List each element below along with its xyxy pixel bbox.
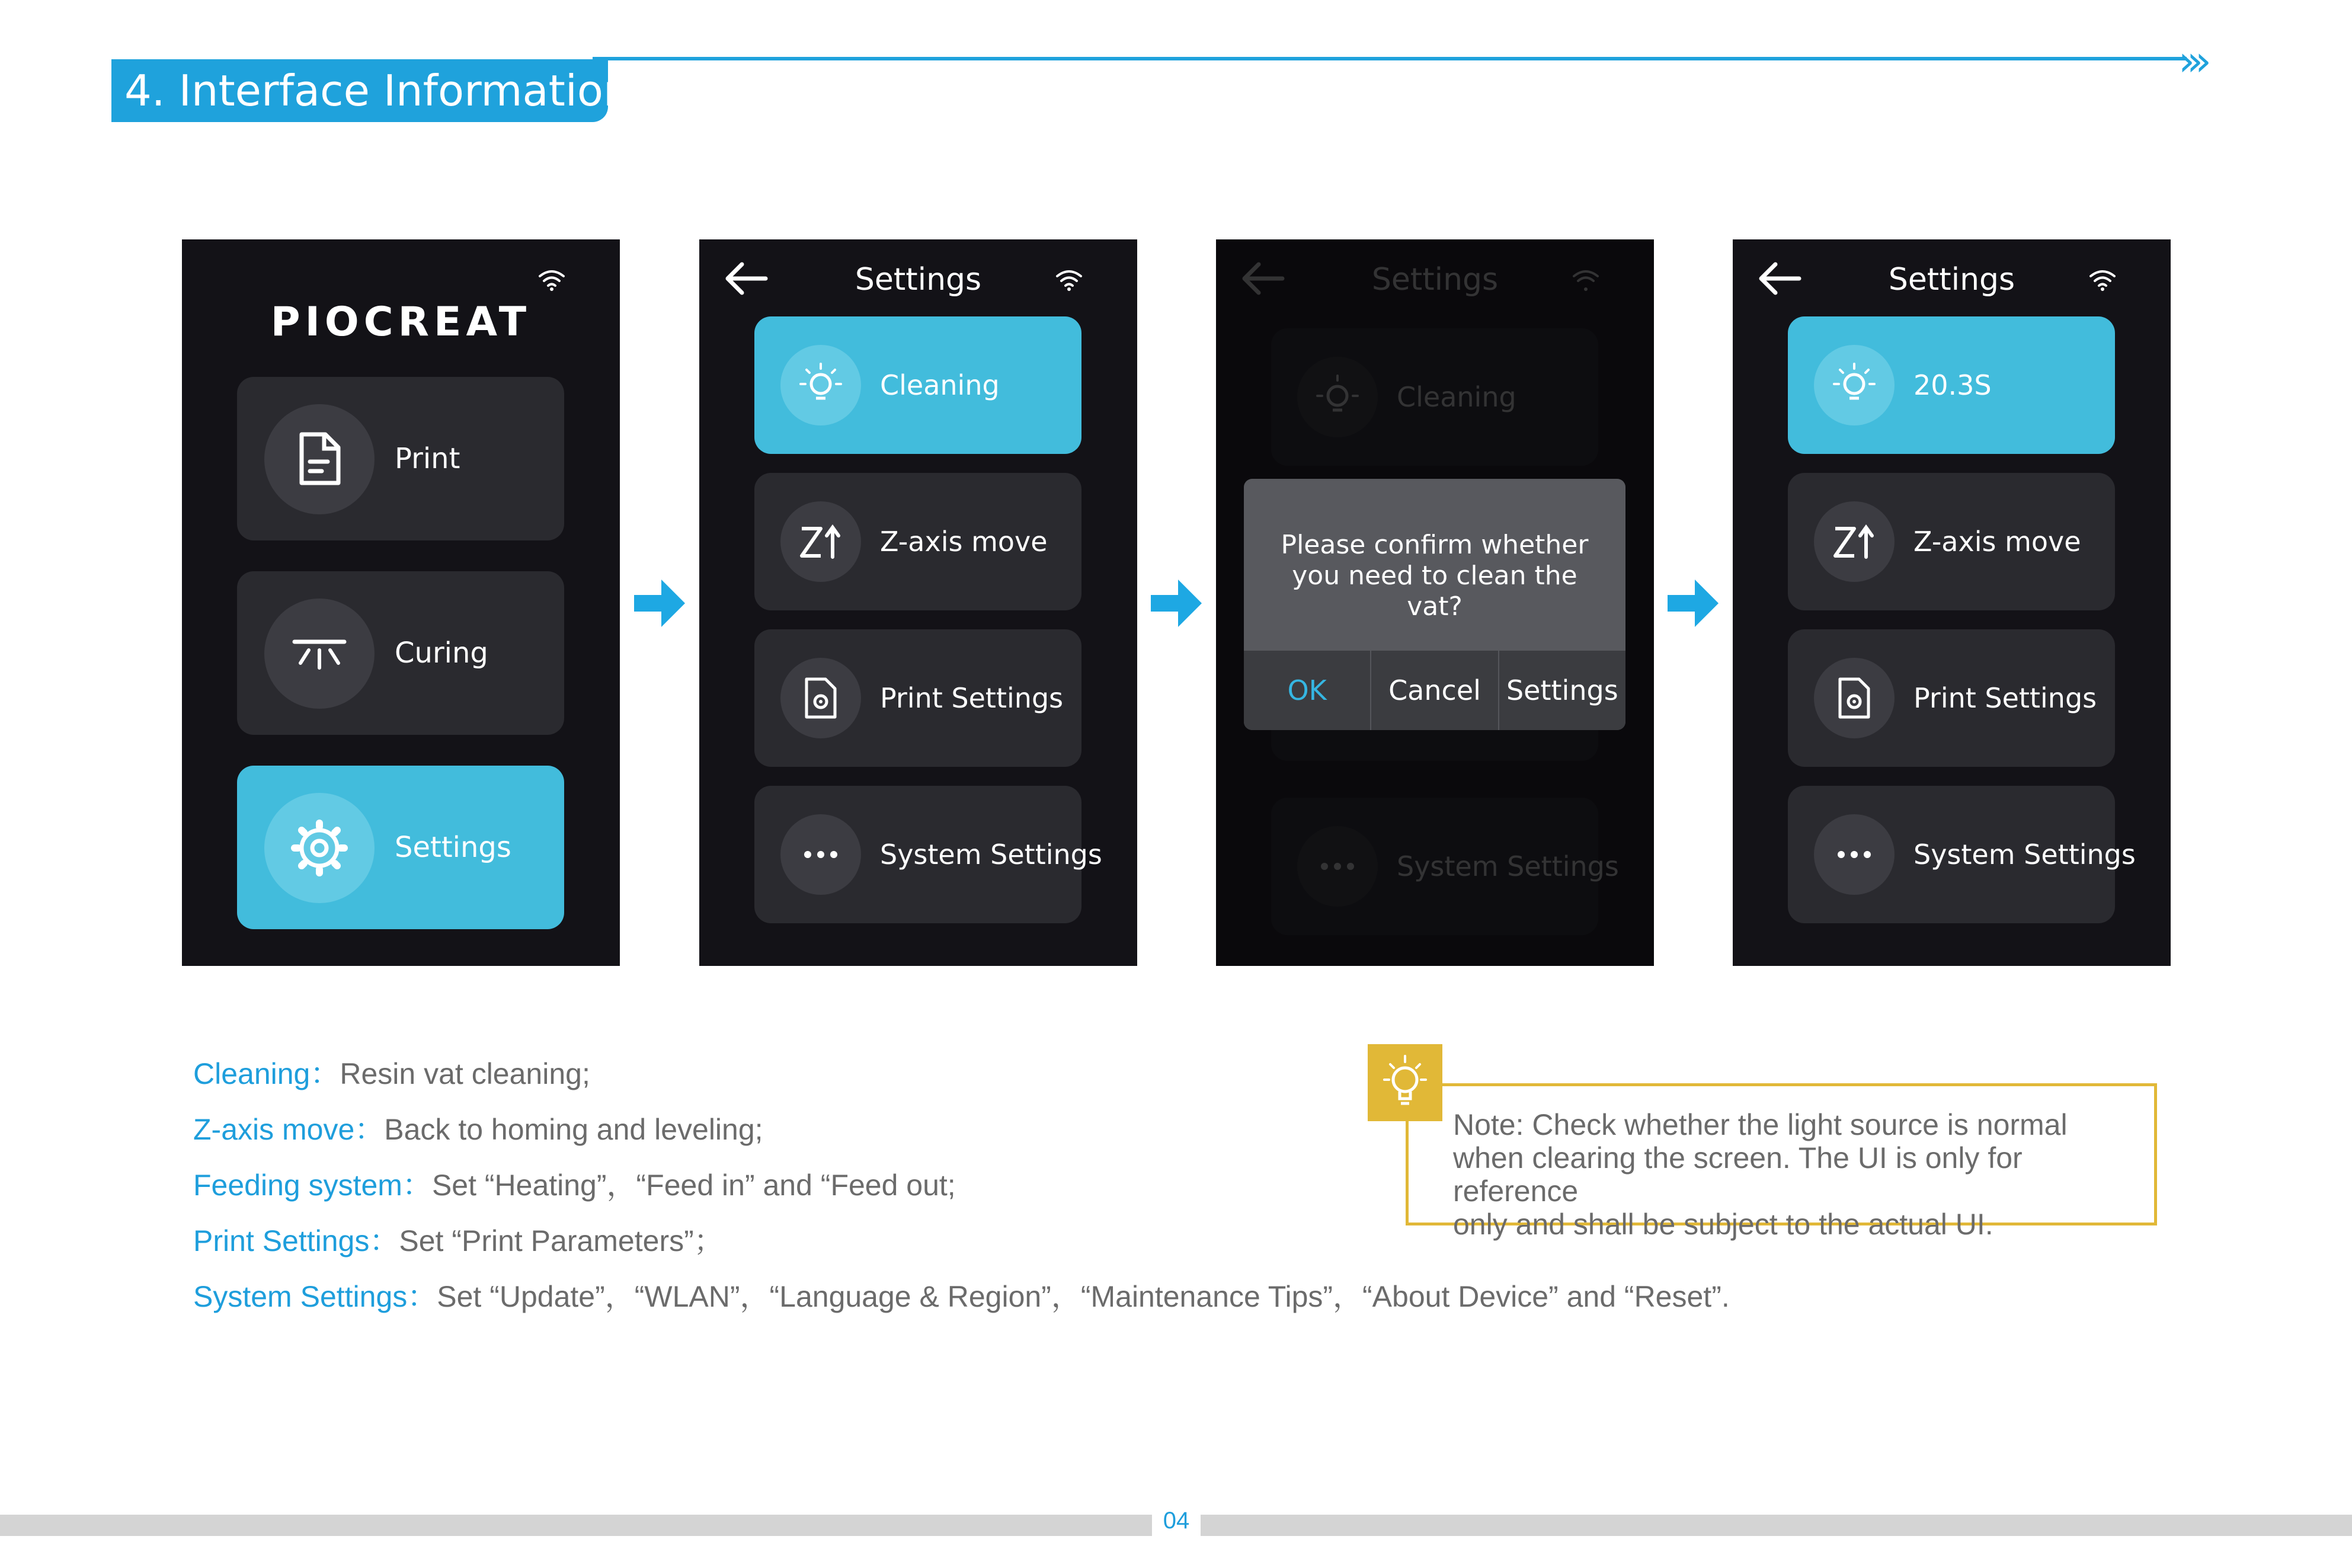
curing-lamp-icon — [264, 599, 375, 709]
desc-text: Set “Print Parameters”； — [399, 1224, 724, 1257]
bulb-icon — [780, 345, 861, 425]
print-settings-icon — [1814, 658, 1895, 738]
cleaning-timer-item[interactable] — [1788, 316, 2115, 454]
z-axis-icon — [1814, 501, 1895, 582]
dialog-buttons — [1244, 651, 1625, 730]
settings-button[interactable]: Settings — [1498, 651, 1625, 730]
note-line: when clearing the screen. The UI is only for reference — [1453, 1141, 2023, 1208]
settings-item-print-settings[interactable] — [1788, 629, 2115, 767]
desc-text: Set “Update”，“WLAN”，“Language & Region”，“Maintenance Tips”，“About Device” and “Reset”. — [437, 1280, 1730, 1313]
gear-icon — [264, 793, 375, 903]
screen-title: Settings — [1888, 262, 2015, 297]
desc-feeding — [193, 1161, 956, 1204]
desc-key: Cleaning： — [193, 1057, 340, 1090]
menu-item-label: Curing — [395, 636, 488, 670]
piocreat-logo: PIOCREAT — [270, 299, 532, 345]
menu-item-settings[interactable] — [237, 766, 564, 929]
settings-item-label: Z-axis move — [1913, 526, 2081, 558]
wifi-icon — [537, 268, 567, 292]
page-number: 04 — [1163, 1508, 1190, 1534]
settings-item-system-settings[interactable] — [754, 786, 1102, 923]
footer-bar-left — [0, 1515, 1152, 1536]
settings-item-label: Z-axis move — [880, 526, 1048, 558]
bulb-icon — [1814, 345, 1895, 425]
menu-item-label: Print — [395, 442, 460, 475]
settings-item-z-axis[interactable] — [1788, 473, 2115, 610]
cancel-button[interactable]: Cancel — [1370, 651, 1497, 730]
more-icon — [1814, 814, 1895, 895]
note-badge — [1368, 1044, 1442, 1121]
screen-title: Settings — [855, 262, 982, 297]
settings-item-z-axis[interactable] — [754, 473, 1081, 610]
menu-item-curing[interactable] — [237, 571, 564, 735]
settings-item-print-settings[interactable] — [754, 629, 1081, 767]
desc-cleaning — [193, 1050, 590, 1093]
flow-arrow-icon — [634, 580, 685, 627]
settings-item-cleaning[interactable] — [754, 316, 1081, 454]
ok-button[interactable]: OK — [1287, 674, 1327, 706]
menu-item-print[interactable] — [237, 377, 564, 540]
screen-title: Settings — [1371, 262, 1499, 297]
settings-item-label: Print Settings — [880, 682, 1064, 714]
desc-system-settings — [193, 1273, 1730, 1316]
lightbulb-icon — [1368, 1044, 1442, 1121]
confirm-screen — [1216, 239, 1654, 966]
print-settings-icon — [780, 658, 861, 738]
settings-screen — [699, 239, 1137, 966]
settings-item-system-settings[interactable] — [1788, 786, 2136, 923]
cleaning-screen — [1733, 239, 2171, 966]
desc-key: Print Settings： — [193, 1224, 399, 1257]
chevrons-icon: ››› — [2178, 37, 2203, 85]
desc-text: Set “Heating”，“Feed in” and “Feed out; — [431, 1169, 956, 1202]
desc-key: Feeding system： — [193, 1169, 432, 1202]
footer-bar-right — [1201, 1515, 2352, 1536]
settings-item-label: System Settings — [1913, 839, 2136, 871]
wifi-icon — [1054, 268, 1084, 292]
desc-text: Resin vat cleaning; — [340, 1057, 590, 1090]
flow-arrow-icon — [1151, 580, 1202, 627]
settings-item-label: System Settings — [880, 839, 1102, 871]
settings-item-label: Print Settings — [1913, 682, 2097, 714]
settings-item-label: System Settings — [1397, 850, 1619, 882]
more-icon — [780, 814, 861, 895]
note-line: only and shall be subject to the actual UI. — [1453, 1208, 1993, 1241]
desc-print-settings — [193, 1217, 724, 1260]
note-text — [1453, 1108, 2140, 1241]
z-axis-icon — [780, 501, 861, 582]
desc-text: Back to homing and leveling; — [384, 1113, 763, 1146]
wifi-icon — [2088, 268, 2117, 292]
confirm-dialog — [1244, 479, 1625, 730]
flow-arrow-icon — [1668, 580, 1719, 627]
note-line: Note: Check whether the light source is normal — [1453, 1108, 2068, 1141]
header-rule — [593, 57, 2187, 60]
settings-item-label: Cleaning — [880, 369, 1000, 401]
settings-item-label: Cleaning — [1397, 381, 1516, 413]
desc-z-axis — [193, 1106, 763, 1148]
home-screen — [182, 239, 620, 966]
menu-item-label: Settings — [395, 831, 511, 864]
file-icon — [264, 404, 375, 514]
desc-key: System Settings： — [193, 1280, 437, 1313]
desc-key: Z-axis move： — [193, 1113, 385, 1146]
section-title: 4. Interface Information — [124, 66, 631, 116]
dialog-message: Please confirm whether you need to clean the vat? — [1281, 530, 1589, 622]
cleaning-countdown: 20.3S — [1913, 369, 1992, 401]
